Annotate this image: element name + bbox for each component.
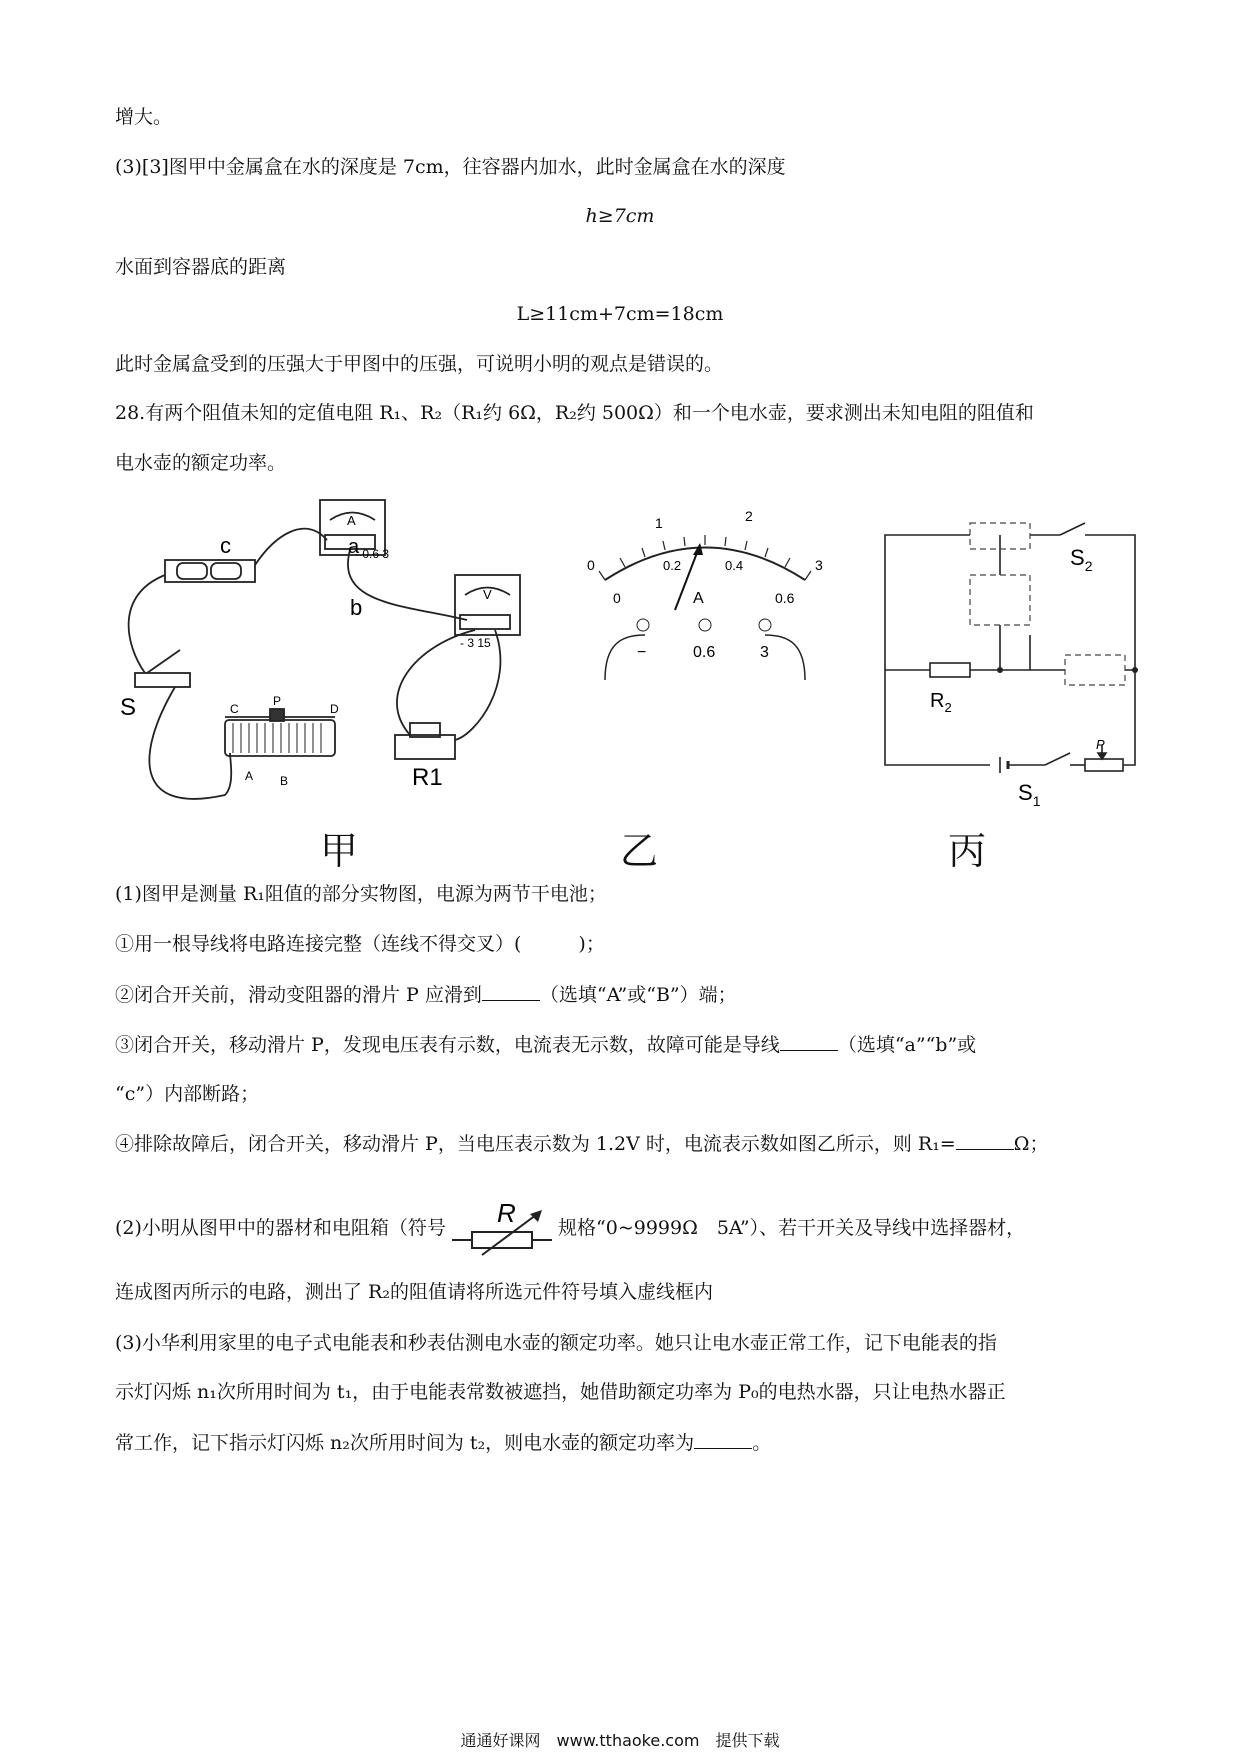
part-1-b-post: （选填“A”或“B”）端； (539, 984, 737, 1006)
part-1-c-pre: ③闭合开关，移动滑片 P，发现电压表有示数，电流表无示数，故障可能是导线 (115, 1034, 780, 1056)
text-line: 增大。 (115, 106, 173, 128)
dashed-box-2 (970, 575, 1030, 625)
voltmeter-label: V (483, 587, 492, 602)
part-1-b-pre: ②闭合开关前，滑动变阻器的滑片 P 应滑到 (115, 984, 482, 1006)
resistor-r1 (395, 735, 455, 759)
text-line: (3)[3]图甲中金属盒在水的深度是 7cm，往容器内加水，此时金属盒在水的深度 (115, 156, 786, 178)
figure-yi-ammeter-dial (575, 495, 840, 765)
text-line: 水面到容器底的距离 (115, 256, 287, 278)
wire-a-label: a (348, 536, 360, 558)
figure-label-jia: 甲 (320, 829, 359, 873)
switch-label: S (120, 694, 137, 721)
question-28-line1: 28.有两个阻值未知的定值电阻 R₁、R₂（R₁约 6Ω，R₂约 500Ω）和一个电水壶，要求测出未知电阻的阻值和 (115, 402, 1034, 424)
answer-blank[interactable] (956, 1131, 1014, 1150)
resistor-r2 (930, 663, 970, 677)
terminal-minus (637, 619, 649, 631)
rheostat-b-label: B (280, 774, 289, 788)
figure-label-bing: 丙 (948, 829, 987, 873)
rheostat-coil (233, 723, 321, 753)
part-1-a: ①用一根导线将电路连接完整（连线不得交叉）( )； (115, 933, 605, 955)
terminal-3-label: 3 (760, 644, 769, 661)
wire-b-label: b (350, 595, 363, 620)
part-1-c-post: （选填“a”“b”或 (837, 1034, 977, 1056)
part-3-line3 (115, 1430, 771, 1455)
wire-c (255, 529, 327, 565)
part-2-pre: (2)小明从图甲中的器材和电阻箱（符号 (115, 1217, 446, 1239)
wire-c-label: c (220, 533, 231, 558)
answer-blank[interactable] (694, 1430, 752, 1449)
terminal-0-6-label: 0.6 (693, 644, 716, 661)
part-1-c (115, 1032, 976, 1057)
dashed-box-3 (1065, 655, 1125, 685)
ammeter-terminals: - 0.6 3 (355, 547, 390, 561)
switch-s2 (1060, 523, 1085, 535)
part-1-d (115, 1131, 1049, 1156)
tick-label-2: 2 (745, 508, 753, 524)
voltmeter-terminals: - 3 15 (460, 636, 491, 650)
answer-blank[interactable] (482, 982, 540, 1001)
dial-ticks (599, 535, 811, 580)
tick-label-0-2: 0.2 (663, 558, 682, 573)
part-3-post: 。 (752, 1432, 772, 1454)
figure-jia-circuit (115, 495, 492, 815)
figure-label-yi: 乙 (620, 829, 659, 873)
equation (0, 205, 1240, 227)
tick-label-0: 0 (587, 557, 595, 573)
part-1-c-cont: “c”）内部断路； (115, 1083, 260, 1105)
slider-p-label: P (1096, 737, 1105, 752)
rheostat-a-label: A (245, 769, 254, 783)
ammeter-label: A (347, 513, 356, 528)
part-1-d-pre: ④排除故障后，闭合开关，移动滑片 P，当电压表示数为 1.2V 时，电流表示数如图乙所示，则 R₁= (115, 1133, 956, 1155)
wire (129, 575, 165, 673)
figure-bing-schematic (870, 495, 1150, 809)
tick-label-0-4: 0.4 (725, 558, 744, 573)
wire (149, 687, 231, 799)
rheostat-c-label: C (230, 702, 239, 716)
dial-arc (605, 548, 805, 581)
needle-unit-label: A (693, 590, 704, 607)
resistor-r2-label: $R_2$ (930, 690, 952, 715)
rheostat-p-label: P (273, 694, 282, 708)
rheostat-d-label: D (330, 702, 339, 716)
tick-label-1: 1 (655, 515, 663, 531)
part-3-pre: 常工作，记下指示灯闪烁 n₂次所用时间为 t₂，则电水壶的额定功率为 (115, 1432, 695, 1454)
part-1-d-post: Ω； (1013, 1133, 1049, 1155)
switch-s (135, 673, 190, 687)
part-1-intro: (1)图甲是测量 R₁阻值的部分实物图，电源为两节干电池； (115, 883, 607, 905)
resistance-box-symbol-label: R (496, 1198, 516, 1228)
tick-label-bottom-0: 0 (613, 590, 621, 606)
switch-s1 (1045, 753, 1070, 765)
part-3-line1: (3)小华利用家里的电子式电能表和秒表估测电水壶的额定功率。她只让电水壶正常工作，记下电能表的指 (115, 1332, 997, 1354)
answer-blank[interactable] (780, 1032, 838, 1051)
part-1-b (115, 982, 737, 1007)
resistor-r1-label: R1 (412, 764, 443, 791)
equation-text: L≥11cm+7cm=18cm (516, 303, 724, 325)
switch-s1-label: $S_1$ (1018, 780, 1041, 809)
text-line: 此时金属盒受到的压强大于甲图中的压强，可说明小明的观点是错误的。 (115, 353, 724, 375)
part-2-cont: 连成图丙所示的电路，测出了 R₂的阻值请将所选元件符号填入虚线框内 (115, 1281, 713, 1303)
part-2 (115, 1200, 1025, 1258)
resistance-box-symbol (452, 1200, 552, 1258)
equation-text: h≥7cm (585, 205, 655, 227)
part-2-post: 规格“0~9999Ω 5A”）、若干开关及导线中选择器材， (558, 1217, 1026, 1239)
part-3-line2: 示灯闪烁 n₁次所用时间为 t₁，由于电能表常数被遮挡，她借助额定功率为 P₀的电热水器，只让电热水器正 (115, 1381, 1006, 1403)
page-footer: 通通好课网 www.tthaoke.com 提供下载 (460, 1731, 780, 1750)
equation (0, 303, 1240, 325)
rheostat-p (1085, 759, 1123, 771)
terminal-0-6 (699, 619, 711, 631)
tick-label-bottom-0-6: 0.6 (775, 590, 795, 606)
switch-s2-label: $S_2$ (1070, 545, 1093, 574)
terminal-minus-label: − (637, 644, 647, 661)
tick-label-3: 3 (815, 557, 823, 573)
question-28-line2: 电水壶的额定功率。 (115, 452, 287, 474)
terminal-3 (759, 619, 771, 631)
